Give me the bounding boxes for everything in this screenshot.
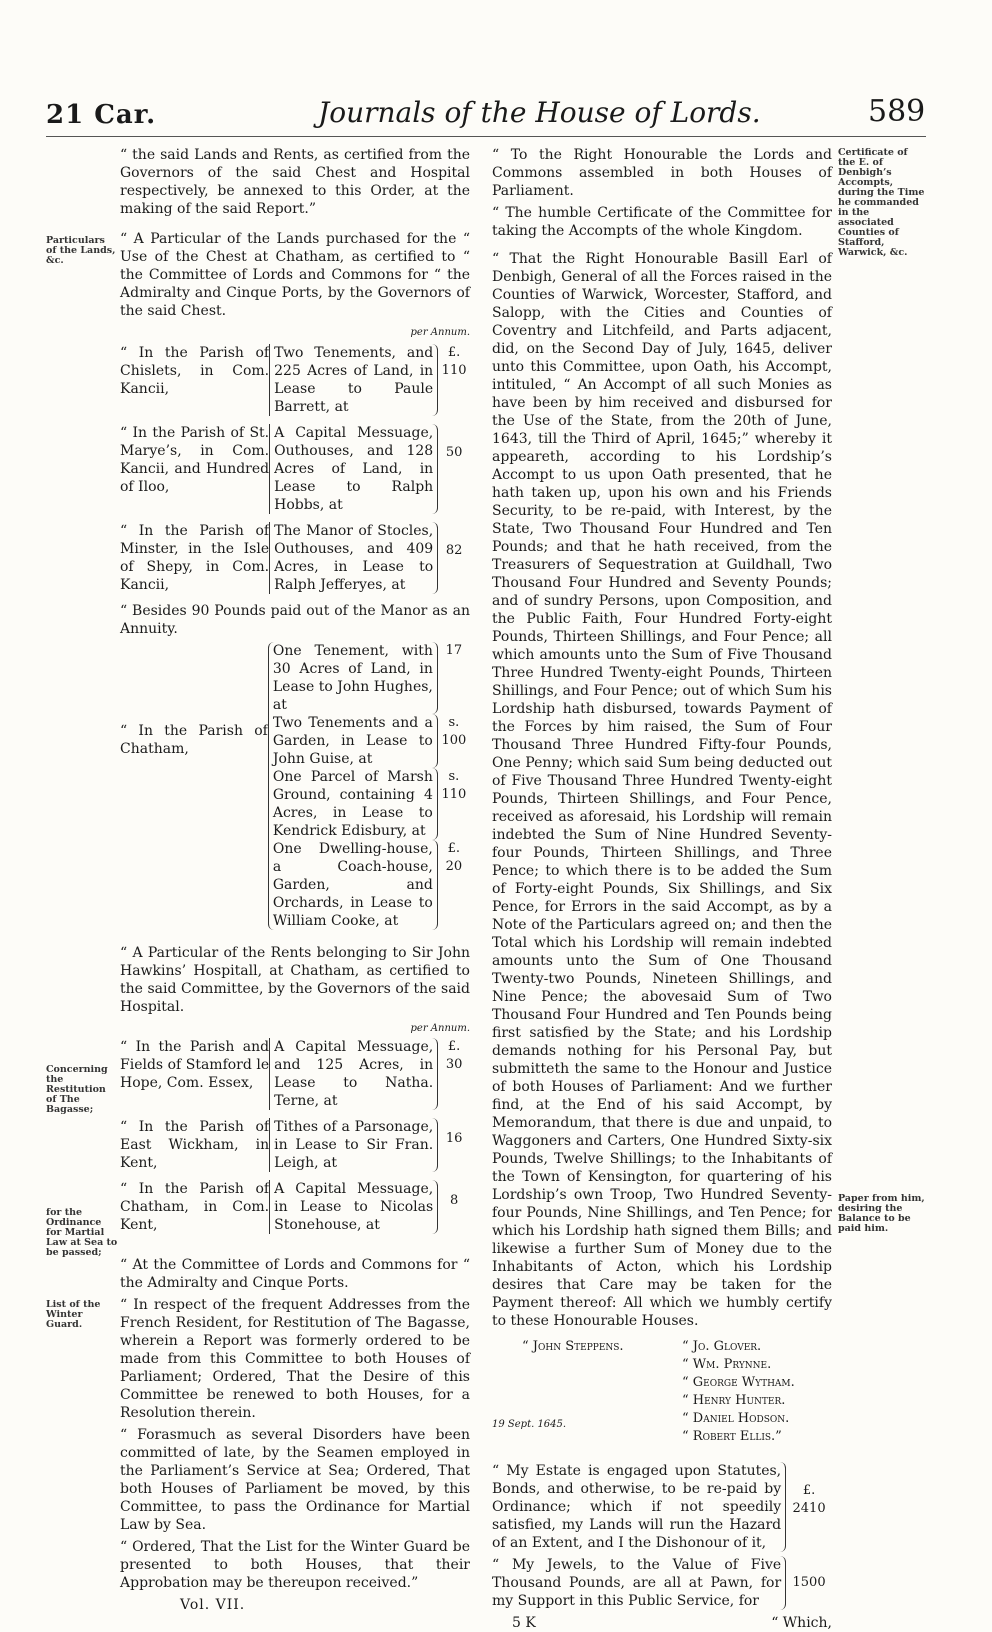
parish-name: “ In the Parish of St. Marye’s, in Com. Kancii, and Hundred of Iloo,: [120, 425, 270, 495]
signer: “ Wm. Prynne.: [682, 1357, 772, 1372]
rent-row: [120, 1038, 470, 1110]
parish-name: “ In the Parish of Minster, in the Isle of Shepy, in Com. Kancii,: [120, 523, 270, 593]
signatures-block: [492, 1338, 832, 1446]
lease-amount: s. 100: [441, 715, 467, 748]
margin-note-paper: Paper from him, desiring the Balance to be paid him.: [838, 1193, 925, 1234]
jewels-text: “ My Jewels, to the Value of Five Thousand Pounds, are all at Pawn, for my Support in this Public Service, for: [492, 1556, 786, 1610]
martial-law-paragraph: “ Forasmuch as several Disorders have been committed of late, by the Seamen employed in the Parliament’s Service at Sea; Ordered, That both Houses of Parliament be moved, by this Committee, to pass the Ordinance for Martial Law by Sea.: [120, 1427, 470, 1533]
lease-description: A Capital Messuage, and 125 Acres, in Lease to Natha. Terne, at: [269, 1038, 438, 1110]
running-head-regnal-year: 21 Car.: [46, 100, 157, 130]
margin-note-martial-law: for the Ordinance for Martial Law at Sea to be passed;: [46, 1207, 118, 1258]
particular-lands-heading: “ A Particular of the Lands purchased for the “ Use of the Chest at Chatham, as certified to “ the Committee of Lords and Commons for “ the Admiralty and Cinque Ports, by the Governors of the said Chest.: [120, 231, 470, 319]
address-line: “ To the Right Honourable the Lords and Commons assembled in both Houses of Parliament.: [492, 147, 832, 199]
volume-footer: Vol. VII.: [180, 1597, 246, 1613]
margin-note-restitution: Concerning the Restitution of The Bagasse;: [46, 1064, 108, 1115]
signer: “ Robert Ellis.”: [682, 1429, 782, 1444]
margin-note-certificate: Certificate of the E. of Denbigh’s Accompts, during the Time he commanded in the associated Counties of Stafford, Warwick, &c.: [838, 147, 925, 258]
signatures-left: [492, 1338, 682, 1446]
parish-name: “ In the Parish of Chislets, in Com. Kancii,: [120, 345, 270, 397]
lease-amount: £. 20: [445, 841, 463, 874]
lease-amount: 50: [445, 445, 463, 460]
parish-name: “ In the Parish and Fields of Stamford le Hope, Com. Essex,: [120, 1039, 270, 1091]
rent-row: [120, 1118, 470, 1172]
left-column: [120, 146, 470, 1614]
lease-row-minster: [120, 522, 470, 594]
signer: “ Jo. Glover.: [682, 1339, 762, 1354]
parish-name: “ In the Parish of East Wickham, in Kent,: [120, 1119, 270, 1171]
jewels-row: [492, 1556, 832, 1610]
running-head-title: Journals of the House of Lords.: [318, 96, 761, 129]
chatham-lease-item: [273, 714, 470, 768]
lease-amount: £. 110: [441, 345, 467, 378]
estate-text: “ My Estate is engaged upon Statutes, Bonds, and otherwise, to be re-paid by Ordinance; which if not speedily satisfied, my Lands will run the Hazard of an Extent, and I the Dishonour of it,: [492, 1462, 786, 1552]
header-rule: [46, 136, 926, 137]
margin-note-winter-guard: List of the Winter Guard.: [46, 1299, 101, 1330]
lease-description: One Tenement, with 30 Acres of Land, in Lease to John Hughes, at: [273, 642, 438, 714]
chatham-lease-item: [273, 642, 470, 714]
lease-description: Two Tenements and a Garden, in Lease to John Guise, at: [273, 714, 438, 768]
lease-description: One Dwelling-house, a Coach-house, Garden, and Orchards, in Lease to William Cooke, at: [273, 840, 438, 930]
lease-group-chatham: [120, 642, 470, 930]
certificate-date: 19 Sept. 1645.: [492, 1419, 567, 1430]
winter-guard-paragraph: “ Ordered, That the List for the Winter Guard be presented to both Houses, that their Approbation may be thereupon received.”: [120, 1539, 470, 1591]
parish-name: “ In the Parish of Chatham,: [120, 723, 268, 757]
bagasse-paragraph: “ In respect of the frequent Addresses from the French Resident, for Restitution of The Bagasse, wherein a Report was formerly ordered to be made from this Committee to both Houses of Parliament; Ordered, That the Desire of this Committee be renewed to both Houses, for a Resolution therein.: [120, 1297, 470, 1421]
lease-amount: £. 30: [445, 1039, 463, 1072]
jewels-amount: 1500: [792, 1575, 826, 1590]
lease-description: A Capital Messuage, Outhouses, and 128 Acres of Land, in Lease to Ralph Hobbs, at: [269, 424, 438, 514]
page-footer-right: [492, 1614, 832, 1632]
signatures-right: [682, 1338, 795, 1446]
chatham-lease-item: [273, 840, 470, 930]
per-annum-label-2: per Annum.: [410, 1023, 470, 1034]
signature-mark: 5 K: [512, 1615, 536, 1631]
lease-row-st-maryes: [120, 424, 470, 514]
estate-row: [492, 1462, 832, 1552]
lease-row-chislets: [120, 344, 470, 416]
lease-amount: 8: [449, 1193, 459, 1208]
lease-description: The Manor of Stocles, Outhouses, and 409 Acres, in Lease to Ralph Jefferyes, at: [269, 522, 438, 594]
signer: “ Henry Hunter.: [682, 1393, 786, 1408]
lease-amount: 17: [445, 643, 463, 658]
catchword: “ Which,: [771, 1615, 832, 1631]
certificate-title: “ The humble Certificate of the Committee for taking the Accompts of the whole Kingdom.: [492, 205, 832, 239]
chatham-lease-list: [268, 642, 470, 930]
lease-description: A Capital Messuage, in Lease to Nicolas Stonehouse, at: [269, 1180, 438, 1234]
lease-description: One Parcel of Marsh Ground, containing 4 Acres, in Lease to Kendrick Edisbury, at: [273, 768, 438, 840]
annuity-note: “ Besides 90 Pounds paid out of the Manor as an Annuity.: [120, 603, 470, 637]
margin-note-particulars: Particulars of the Lands, &c.: [46, 235, 116, 266]
intro-paragraph: “ the said Lands and Rents, as certified from the Governors of the said Chest and Hospital respectively, be annexed to this Order, at the making of the said Report.”: [120, 147, 470, 217]
parish-name: “ In the Parish of Chatham, in Com. Kent,: [120, 1181, 270, 1233]
lease-amount: 16: [445, 1131, 463, 1146]
lease-description: Two Tenements, and 225 Acres of Land, in Lease to Paule Barrett, at: [269, 344, 438, 416]
lease-description: Tithes of a Parsonage, in Lease to Sir Fran. Leigh, at: [269, 1118, 438, 1172]
certificate-body: “ That the Right Honourable Basill Earl of Denbigh, General of all the Forces raised in the Counties of Warwick, Worcester, Stafford, and Salopp, with the Cities and Counties of Coventry and Litchfeild, and Parts adjacent, did, on the Second Day of July, 1645, deliver unto this Committee, upon Oath, his Accompt, intituled, “ An Accompt of all such Monies as have been by him received and disbursed for the Use of the State, from the 20th of June, 1643, till the Third of April, 1645;” whereby it appeareth, according to his Lordship’s Accompt to us upon Oath presented, that he hath taken up, upon his own and his Friends Security, to be re-paid, with Interest, by the State, Two Thousand Four Hundred and Ten Pounds; and that he hath received, from the Treasurers of Sequestration at Guildhall, Two Thousand Four Hundred and Seventy Pounds; and of sundry Persons, upon Composition, and the Public Faith, Four Hundred Forty-eight Pounds, Thirteen Shillings, and Four Pence; all which amounts unto the Sum of Five Thousand Three Hundred Twenty-eight Pounds, Thirteen Shillings, and Four Pence; out of which Sum his Lordship hath disbursed, towards Payment of the Forces by him raised, the Sum of Four Thousand Three Hundred Fifty-four Pounds, One Penny; which said Sum being deducted out of Five Thousand Three Hundred Twenty-eight Pounds, Thirteen Shillings, and Four Pence, received as aforesaid, his Lordship will remain indebted the Sum of Nine Hundred Seventy-four Pounds, Thirteen Shillings, and Three Pence; to which there is to be added the Sum of Forty-eight Pounds, Six Shillings, and Six Pence, for Errors in the said Accompt, as by a Note of the Particulars agreed on; and then the Total which his Lordship will remain indebted amounts unto the Sum of One Thousand Twenty-two Pounds, Nineteen Shillings, and Nine Pence; the abovesaid Sum of Two Thousand Four Hundred and Ten Pounds being first satisfied by the State; and his Lordship demands nothing for his Personal Pay, but submitteth the same to the Honour and Justice of both Houses of Parliament: And we further find, at the End of his said Accompt, by Memorandum, that there is due and unpaid, to Waggoners and Carters, One Hundred Sixty-six Pounds, Twelve Shillings; to the Inhabitants of the Town of Kensington, for quartering of his Lordship’s own Troop, Two Hundred Seventy-four Pounds, Nine Shillings, and Ten Pence; for which his Lordship hath signed them Bills; and likewise a further Sum of Money due to the Inhabitants of Acton, which his Lordship desires that Care may be taken for the Payment thereof: All which we humbly certify to these Honourable Houses.: [492, 251, 832, 1329]
rent-row: [120, 1180, 470, 1234]
signer-john-steppens: “ John Steppens.: [522, 1339, 624, 1354]
signer: “ Daniel Hodson.: [682, 1411, 790, 1426]
chatham-lease-item: [273, 768, 470, 840]
per-annum-label: per Annum.: [410, 327, 470, 338]
lease-amount: s. 110: [441, 769, 467, 802]
particular-rents-heading: “ A Particular of the Rents belonging to Sir John Hawkins’ Hospitall, at Chatham, as certified to the said Committee, by the Governors of the said Hospital.: [120, 945, 470, 1015]
estate-amount: £. 2410: [792, 1483, 826, 1516]
signer: “ George Wytham.: [682, 1375, 795, 1390]
page-number: 589: [868, 94, 926, 129]
lease-amount: 82: [445, 543, 463, 558]
committee-heading: “ At the Committee of Lords and Commons for “ the Admiralty and Cinque Ports.: [120, 1257, 470, 1291]
right-column: [492, 146, 832, 1632]
